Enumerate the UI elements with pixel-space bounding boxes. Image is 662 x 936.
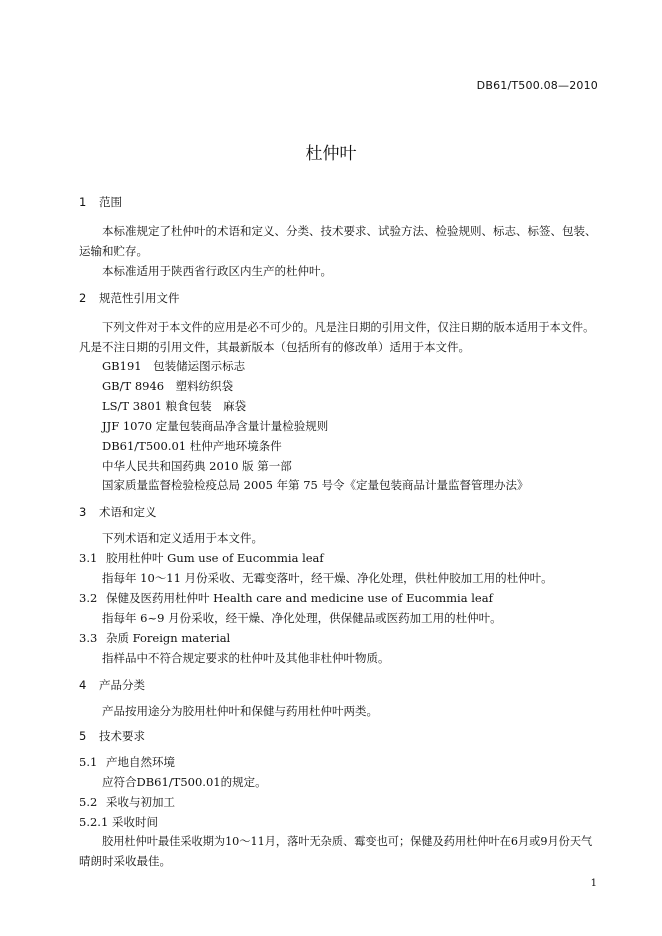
term-number: 3.1 xyxy=(79,551,98,565)
subsection-title: 采收与初加工 xyxy=(106,795,175,809)
subsection-title: 产地自然环境 xyxy=(106,755,175,769)
section-title: 术语和定义 xyxy=(99,505,157,519)
subsection-number: 5.2 xyxy=(79,795,98,809)
reference-item: 中华人民共和国药典 2010 版 第一部 xyxy=(102,459,292,473)
paragraph: 应符合DB61/T500.01的规定。 xyxy=(102,775,267,789)
term-heading xyxy=(79,630,230,646)
paragraph: 凡是不注日期的引用文件，其最新版本（包括所有的修改单）适用于本文件。 xyxy=(79,340,470,354)
reference-item: LS/T 3801 粮食包装 麻袋 xyxy=(102,399,247,413)
paragraph: 本标准规定了杜仲叶的术语和定义、分类、技术要求、试验方法、检验规则、标志、标签、包装、 xyxy=(102,224,597,238)
term-heading xyxy=(79,550,324,566)
section-title: 范围 xyxy=(99,195,122,209)
paragraph: 下列文件对于本文件的应用是必不可少的。凡是注日期的引用文件，仅注日期的版本适用于本文件。 xyxy=(102,321,595,334)
term-definition: 指样品中不符合规定要求的杜仲叶及其他非杜仲叶物质。 xyxy=(102,651,390,665)
section-5-heading xyxy=(79,728,145,744)
page-number: 1 xyxy=(590,878,597,889)
section-number: 5 xyxy=(79,729,87,743)
section-number: 2 xyxy=(79,291,87,305)
section-title: 规范性引用文件 xyxy=(99,291,180,305)
subsection-heading xyxy=(79,814,158,830)
paragraph: 运输和贮存。 xyxy=(79,244,148,258)
page-title: 杜仲叶 xyxy=(305,144,357,164)
section-title: 技术要求 xyxy=(99,729,145,743)
term-label: 胶用杜仲叶 Gum use of Eucommia leaf xyxy=(106,551,324,565)
document-code: DB61/T500.08—2010 xyxy=(476,79,598,92)
reference-item: DB61/T500.01 杜仲产地环境条件 xyxy=(102,439,282,453)
term-definition: 指每年 10～11 月份采收、无霉变落叶，经干燥、净化处理，供杜仲胶加工用的杜仲叶。 xyxy=(102,571,553,585)
subsection-heading xyxy=(79,754,175,770)
section-2-heading xyxy=(79,290,180,306)
paragraph: 本标准适用于陕西省行政区内生产的杜仲叶。 xyxy=(102,264,332,278)
term-number: 3.2 xyxy=(79,591,98,605)
section-number: 3 xyxy=(79,505,87,519)
subsection-title: 采收时间 xyxy=(112,815,158,829)
paragraph: 晴朗时采收最佳。 xyxy=(79,854,171,868)
section-1-heading xyxy=(79,194,122,210)
section-number: 1 xyxy=(79,195,87,209)
subsection-heading xyxy=(79,794,175,810)
term-heading xyxy=(79,590,493,606)
reference-item: 国家质量监督检验检疫总局 2005 年第 75 号令《定量包装商品计量监督管理办法》 xyxy=(102,478,529,492)
paragraph: 胶用杜仲叶最佳采收期为10～11月，落叶无杂质、霉变也可；保健及药用杜仲叶在6月或9月份天气 xyxy=(102,835,593,848)
subsection-number: 5.2.1 xyxy=(79,815,109,829)
term-label: 杂质 Foreign material xyxy=(106,631,231,645)
subsection-number: 5.1 xyxy=(79,755,98,769)
section-4-heading xyxy=(79,677,145,693)
section-title: 产品分类 xyxy=(99,678,145,692)
term-label: 保健及医药用杜仲叶 Health care and medicine use of Eucommia leaf xyxy=(106,591,493,605)
paragraph: 产品按用途分为胶用杜仲叶和保健与药用杜仲叶两类。 xyxy=(102,704,378,718)
paragraph: 下列术语和定义适用于本文件。 xyxy=(102,531,263,545)
reference-item: GB191 包装储运图示标志 xyxy=(102,359,246,373)
term-number: 3.3 xyxy=(79,631,98,645)
term-definition: 指每年 6~9 月份采收，经干燥、净化处理，供保健品或医药加工用的杜仲叶。 xyxy=(102,611,502,625)
reference-item: JJF 1070 定量包装商品净含量计量检验规则 xyxy=(102,419,329,433)
section-3-heading xyxy=(79,504,157,520)
section-number: 4 xyxy=(79,678,87,692)
reference-item: GB/T 8946 塑料纺织袋 xyxy=(102,379,234,393)
